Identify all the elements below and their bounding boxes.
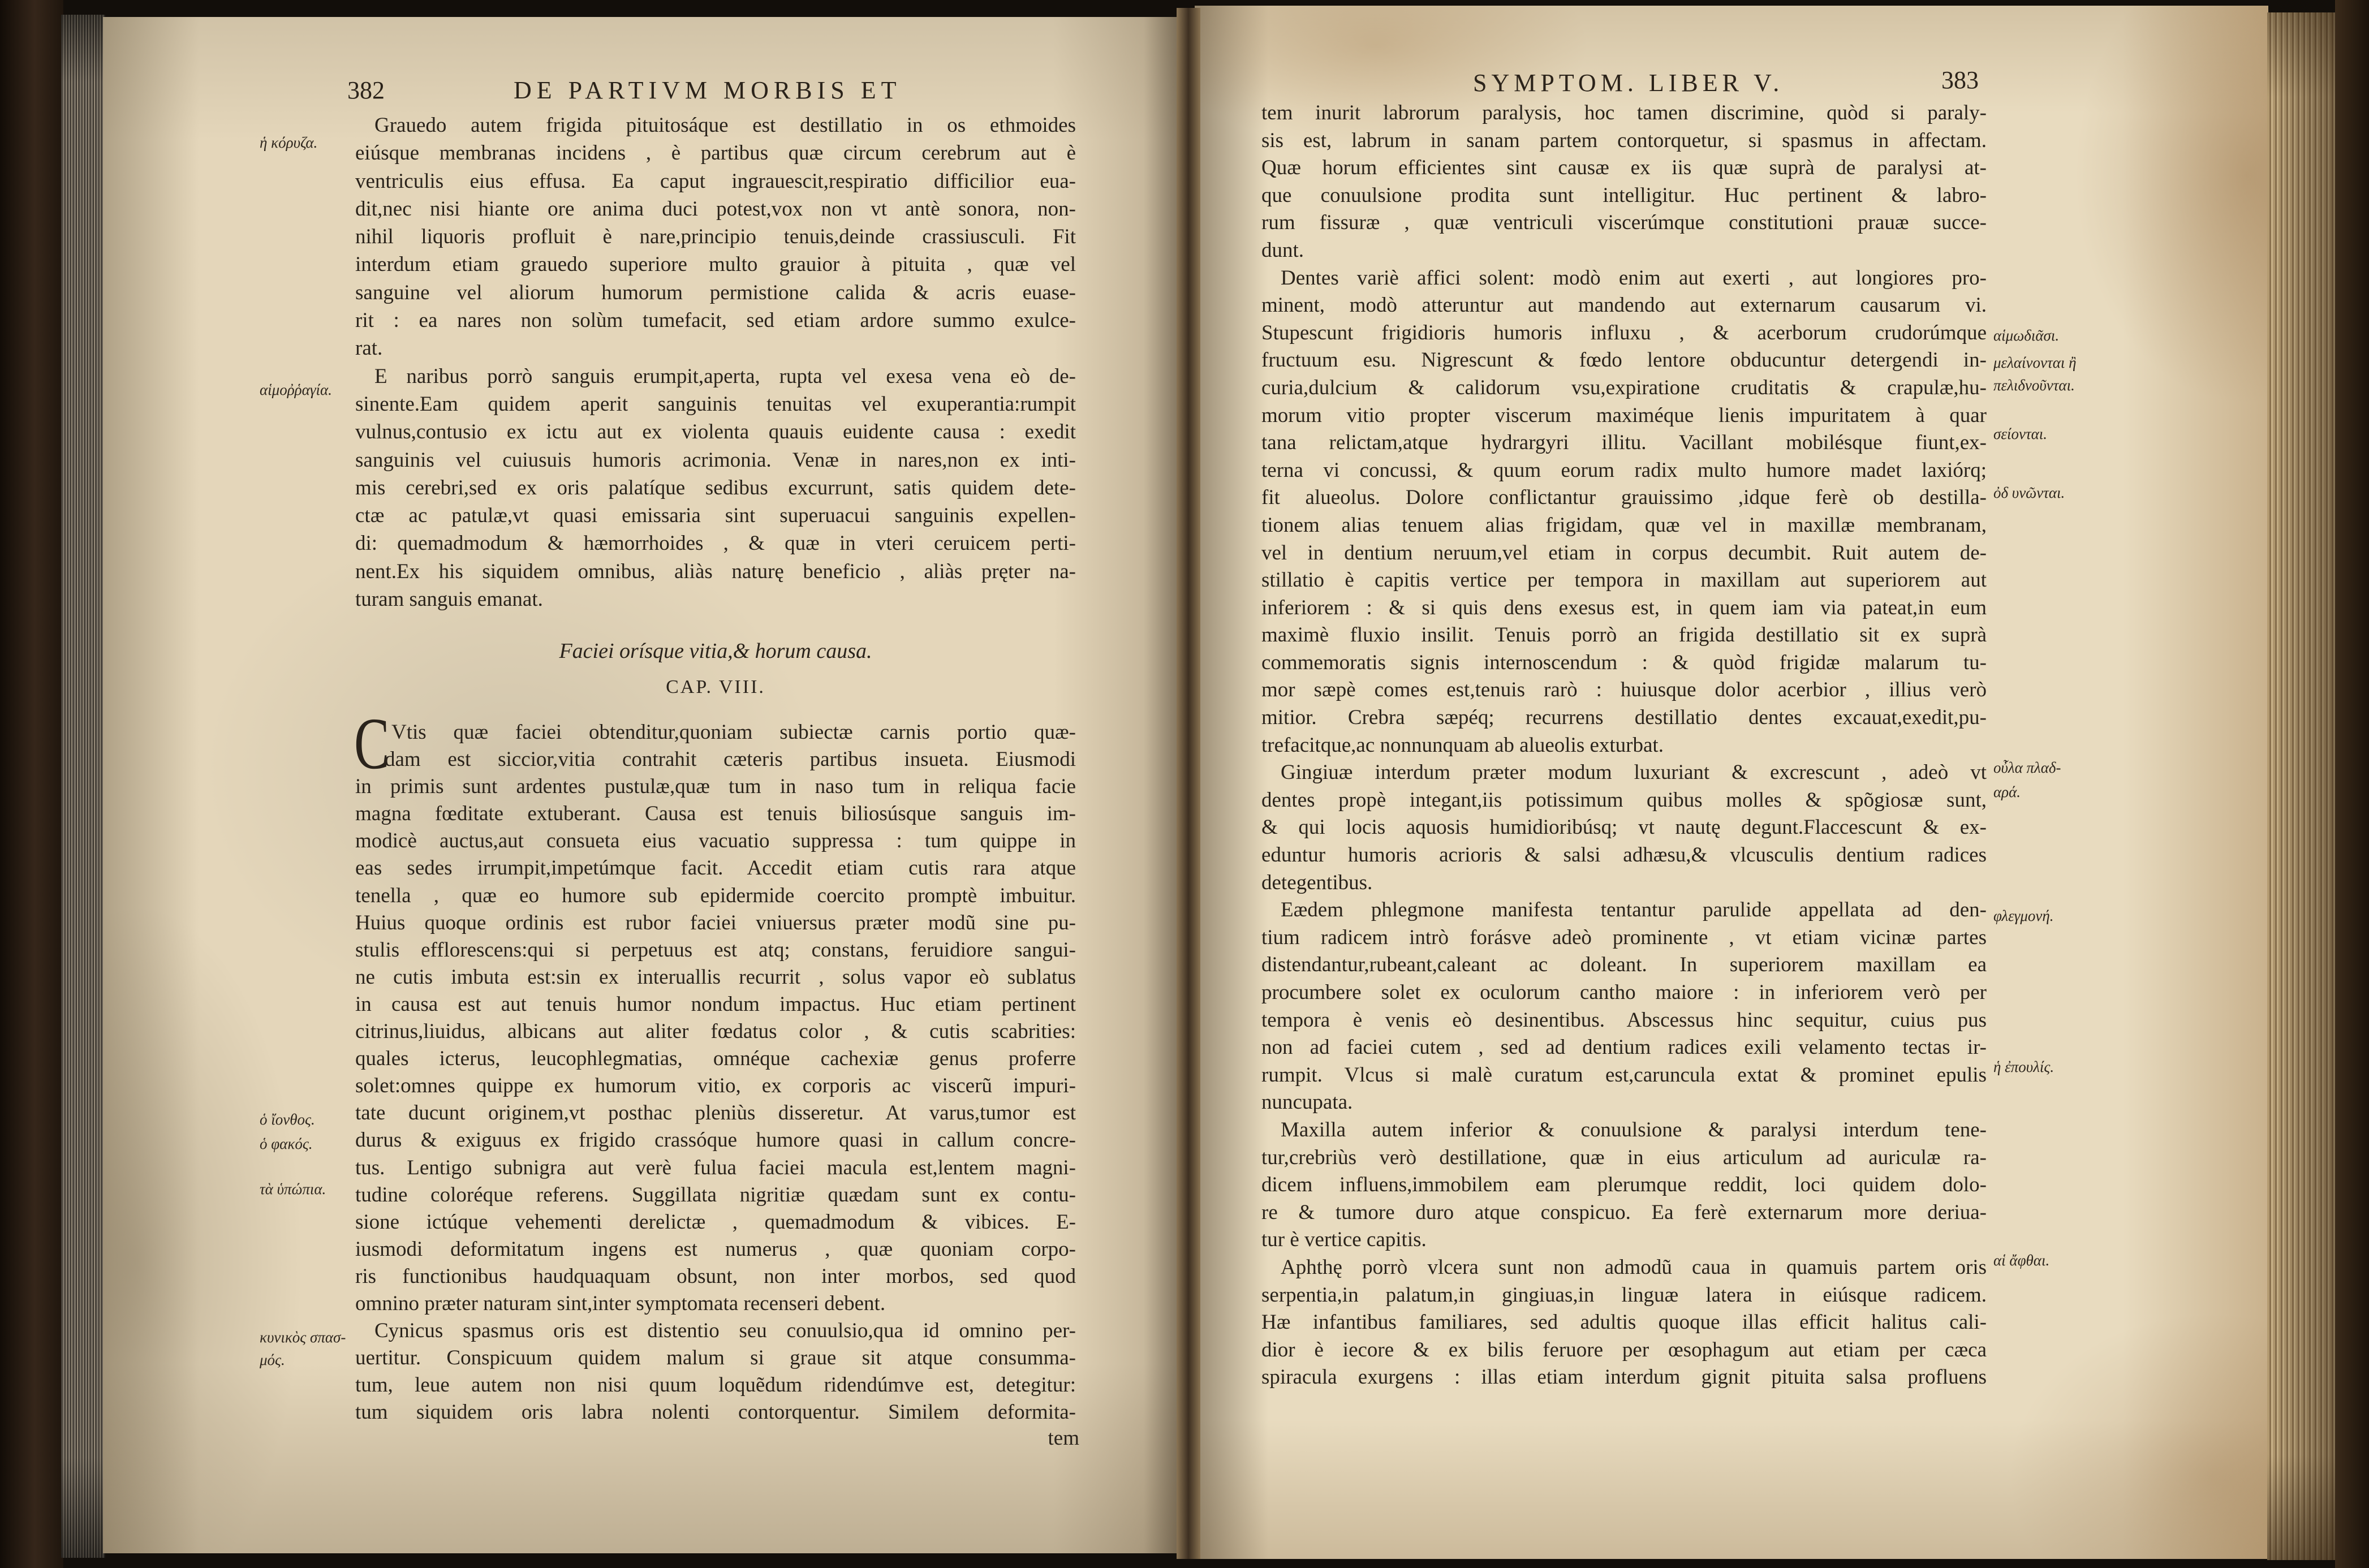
text-line: tum, leue autem non nisi quum loquẽdum ridendúmve est, detegitur: bbox=[355, 1373, 1076, 1397]
text-line: tempora è venis eò desinentibus. Abscessus hinc sequitur, cuius pus bbox=[1261, 1008, 1987, 1032]
margin-note: φλεγμονή. bbox=[1993, 907, 2054, 924]
text-line: dior è iecore & ex bilis feruore per œsophagum aut etiam per cæca bbox=[1261, 1338, 1987, 1362]
text-line: tem inurit labrorum paralysis, hoc tamen discrimine, quòd si paraly- bbox=[1261, 101, 1987, 124]
text-line: eas sedes irrumpit,impetúmque facit. Accedit etiam cutis rara atque bbox=[355, 856, 1076, 880]
text-line: sanguinis vel cuiusuis humoris acrimonia. Venæ in nares,non ex inti- bbox=[355, 448, 1076, 472]
text-line: rumpit. Vlcus si malè curatum est,caruncula extat & prominet epulis bbox=[1261, 1063, 1987, 1087]
book-cover-left bbox=[0, 0, 63, 1568]
text-line: distendantur,rubeant,caleant ac doleant. In superiorem maxillam ea bbox=[1261, 953, 1987, 977]
text-line: di: quemadmodum & hæmorrhoides , & quæ in vteri ceruicem perti- bbox=[355, 532, 1076, 555]
text-line: procumbere solet ex oculorum cantho maiore : in inferiorem verò per bbox=[1261, 981, 1987, 1004]
text-line: dam est siccior,vitia contrahit cæteris partibus insueta. Eiusmodi bbox=[385, 748, 1076, 772]
text-line: tate ducunt originem,vt posthac pleniùs disseretur. At varus,tumor est bbox=[355, 1101, 1076, 1125]
text-line: mitior. Crebra sæpéq; recurrens destillatio dentes excauat,exedit,pu- bbox=[1261, 706, 1987, 730]
text-line: ris functionibus haudquaquam obsunt, non inter morbos, sed quod bbox=[355, 1264, 1076, 1288]
text-line: modicè auctus,aut consueta eius vacuatio suppressa : tum quippe in bbox=[355, 829, 1076, 853]
text-line: tionem alias tenuem alias frigidam, quæ vel in maxillæ membranam, bbox=[1261, 513, 1987, 537]
text-line: in primis sunt ardentes pustulæ,quæ tum in naso tum in reliqua facie bbox=[355, 775, 1076, 799]
text-line: dunt. bbox=[1261, 238, 1304, 262]
text-line: ne cutis imbuta est:sin ex interuallis recurrit , solus vapor eò sublatus bbox=[355, 965, 1076, 989]
text-line: fructuum esu. Nigrescunt & fœdo lentore obducuntur detergendi in- bbox=[1261, 348, 1987, 372]
text-line: nuncupata. bbox=[1261, 1091, 1353, 1114]
text-line: dentes propè integant,iis potissimum quibus molles & spõgiosæ sunt, bbox=[1261, 788, 1987, 812]
text-line: tenella , quæ eo humore sub epidermide coercito promptè imbuitur. bbox=[355, 884, 1076, 907]
text-line: in causa est aut tenuis humor nondum impactus. Huc etiam pertinent bbox=[355, 992, 1076, 1016]
margin-note: αἱμοῤῥαγία. bbox=[260, 381, 332, 398]
text-line: tium radicem intrò forásve adeò prominente , vt etiam vicinæ partes bbox=[1261, 925, 1987, 949]
text-line: & qui locis aquosis humidioribúsq; vt nautę degunt.Flaccescunt & ex- bbox=[1261, 816, 1987, 839]
page-edges-right bbox=[2267, 12, 2336, 1560]
page-number-left: 382 bbox=[347, 76, 385, 104]
text-line: non ad faciei cutem , sed ad dentium radices exili velamento tectas ir- bbox=[1261, 1036, 1987, 1059]
text-line: Dentes variè affici solent: modò enim aut exerti , aut longiores pro- bbox=[1281, 266, 1987, 290]
text-line: turam sanguis emanat. bbox=[355, 588, 543, 611]
margin-note: πελιδνοῦνται. bbox=[1993, 377, 2075, 394]
text-line: interdum etiam grauedo superiore multo grauior à pituita , quæ vel bbox=[355, 253, 1076, 277]
text-line: maximè fluxio insilit. Tenuis porrò an frigida destillatio sit ex suprà bbox=[1261, 623, 1987, 647]
text-line: stillatio è capitis vertice per tempora in maxillam aut superiorem aut bbox=[1261, 568, 1987, 592]
text-line: dicem influens,immobilem eam plerumque reddit, loci quidem dolo- bbox=[1261, 1173, 1987, 1197]
text-line: solet:omnes quippe ex humorum vitio, ex corporis ac viscerũ impuri- bbox=[355, 1074, 1076, 1098]
text-line: tur,crebriùs verò destillatione, quæ in eius articulum ad auriculæ ra- bbox=[1261, 1145, 1987, 1169]
margin-note: μός. bbox=[260, 1351, 285, 1368]
margin-note: αἱ ἄφθαι. bbox=[1993, 1252, 2050, 1269]
margin-note: ὁ ἴονθος. bbox=[260, 1111, 315, 1128]
text-line: rit : ea nares non solùm tumefacit, sed etiam ardore summo exulce- bbox=[355, 309, 1076, 333]
text-line: mis cerebri,sed ex oris palatíque sedibus excurrunt, satis quidem dete- bbox=[355, 476, 1076, 499]
text-line: Quæ horum efficientes sint causæ ex iis quæ suprà de paralysi at- bbox=[1261, 156, 1987, 180]
text-line: quales icterus, leucophlegmatias, omnéque cachexiæ genus proferre bbox=[355, 1047, 1076, 1071]
text-line: Grauedo autem frigida pituitosáque est destillatio in os ethmoides bbox=[374, 114, 1076, 137]
margin-note: αρά. bbox=[1993, 783, 2021, 800]
text-line: spiracula exurgens : illas etiam interdum gignit pituita salsa profluens bbox=[1261, 1365, 1987, 1389]
text-line: detegentibus. bbox=[1261, 871, 1373, 894]
margin-note: τὰ ὑπώπια. bbox=[260, 1181, 326, 1197]
text-line: minent, modò atteruntur aut mandendo aut externarum causarum vi. bbox=[1261, 294, 1987, 317]
text-line: eiúsque membranas incidens , è partibus quæ circum cerebrum aut è bbox=[355, 141, 1076, 165]
page-edges-left bbox=[61, 15, 105, 1558]
text-line: vulnus,contusio ex ictu aut ex violenta quauis euidente causa : exedit bbox=[355, 420, 1076, 444]
text-line: tur è vertice capitis. bbox=[1261, 1228, 1427, 1252]
text-line: rum fissuræ , quæ ventriculi viscerúmque constitutioni prauæ succe- bbox=[1261, 211, 1987, 235]
chapter-number: CAP. VIII. bbox=[666, 677, 765, 697]
text-line: E naribus porrò sanguis erumpit,aperta, rupta vel exesa vena eò de- bbox=[374, 364, 1076, 388]
text-line: serpentia,in palatum,in gingiuas,in linguæ latera in eiúsque radicem. bbox=[1261, 1283, 1987, 1307]
text-line: dit,nec nisi hiante ore anima duci potest,vox non vt antè sonora, non- bbox=[355, 197, 1076, 221]
text-line: re & tumore duro atque conspicuo. Ea ferè externarum more deriua- bbox=[1261, 1200, 1987, 1224]
page-number-right: 383 bbox=[1941, 66, 1979, 94]
margin-note: σείονται. bbox=[1993, 425, 2048, 442]
margin-note: ἡ ἐπουλίς. bbox=[1993, 1058, 2054, 1075]
running-head-left: DE PARTIVM MORBIS ET bbox=[514, 76, 902, 104]
text-line: Hæ infantibus familiares, sed adultis quoque illas efficit halitus cali- bbox=[1261, 1311, 1987, 1334]
text-line: sanguine vel aliorum humorum permistione calida & acris euase- bbox=[355, 281, 1076, 304]
left-text-block-lower bbox=[355, 719, 1076, 1426]
right-text-block bbox=[1261, 100, 1987, 1392]
margin-note: οὖλα πλαδ- bbox=[1993, 759, 2061, 776]
text-line: tana relictam,atque hydrargyri illitu. Vacillant mobilésque fiunt,ex- bbox=[1261, 431, 1987, 455]
catchword: tem bbox=[1048, 1427, 1079, 1450]
running-head-right: SYMPTOM. LIBER V. bbox=[1473, 69, 1784, 97]
chapter-title: Faciei orísque vitia,& horum causa. bbox=[559, 639, 872, 663]
text-line: Gingiuæ interdum præter modum luxuriant & excrescunt , adeò vt bbox=[1281, 761, 1987, 785]
text-line: nent.Ex his siquidem omnibus, aliàs naturę beneficio , aliàs pręter na- bbox=[355, 559, 1076, 583]
text-line: Eædem phlegmone manifesta tentantur parulide appellata ad den- bbox=[1281, 898, 1987, 922]
text-line: sinente.Eam quidem aperit sanguinis tenuitas vel exuperantia:rumpit bbox=[355, 392, 1076, 416]
text-line: Vtis quæ faciei obtenditur,quoniam subiectæ carnis portio quæ- bbox=[391, 721, 1076, 744]
text-line: tum siquidem oris labra nolenti contorquentur. Similem deformita- bbox=[355, 1401, 1076, 1424]
text-line: uertitur. Conspicuum quidem malum si graue sit atque consumma- bbox=[355, 1346, 1076, 1370]
margin-note: ἡ κόρυζα. bbox=[260, 134, 318, 151]
text-line: Maxilla autem inferior & conuulsione & paralysi interdum tene- bbox=[1281, 1118, 1987, 1141]
text-line: sione ictúque vehementi derelictæ , quemadmodum & vibices. E- bbox=[355, 1210, 1076, 1234]
text-line: terna vi concussi, & quum eorum radix multo humore madet laxiórq; bbox=[1261, 458, 1987, 482]
text-line: magna fœditate extuberant. Causa est tenuis biliosúsque sanguis im- bbox=[355, 802, 1076, 826]
text-line: commemoratis signis internoscendum : & quòd frigidæ malarum tu- bbox=[1261, 651, 1987, 674]
text-line: curia,dulcium & calidorum vsu,expiratione cruditatis & crapulæ,hu- bbox=[1261, 376, 1987, 399]
text-line: vel in dentium neruum,vel etiam in corpus decumbit. Ruit autem de- bbox=[1261, 541, 1987, 565]
text-line: Aphthę porrò vlcera sunt non admodũ caua in quamuis partem oris bbox=[1281, 1255, 1987, 1279]
text-line: omnino præter naturam sint,inter symptomata recenseri debent. bbox=[355, 1291, 886, 1315]
margin-note: αἱμωδιᾶσι. bbox=[1993, 327, 2060, 344]
margin-note: μελαίνονται ἢ bbox=[1993, 354, 2077, 371]
text-line: fit alueolus. Dolore conflictantur grauissimo ,idque ferè ob destilla- bbox=[1261, 486, 1987, 510]
margin-note: ὁ φακός. bbox=[260, 1135, 313, 1152]
spine-gutter bbox=[1177, 8, 1200, 1559]
text-line: iusmodi deformitatum ingens est numerus , quæ quoniam corpo- bbox=[355, 1237, 1076, 1261]
text-line: tudine coloréque referens. Suggillata nigritiæ quædam sunt ex contu- bbox=[355, 1183, 1076, 1207]
text-line: durus & exiguus ex frigido crassóque humore quasi in callum concre- bbox=[355, 1128, 1076, 1152]
text-line: morum vitio propter viscerum maximéque lienis impuritatem à quar bbox=[1261, 403, 1987, 427]
text-line: nihil liquoris profluit è nare,principio tenuis,deinde crassiusculi. Fit bbox=[355, 225, 1076, 249]
drop-cap-initial: C bbox=[354, 703, 390, 785]
text-line: inferiorem : & si quis dens exesus est, in quem iam via pateat,in eum bbox=[1261, 596, 1987, 619]
left-text-block-upper bbox=[355, 111, 1076, 613]
text-line: que conuulsione prodita sunt intelligitur. Huc pertinent & labro- bbox=[1261, 183, 1987, 207]
margin-note: ὀδ υνῶνται. bbox=[1993, 484, 2065, 501]
text-line: eduntur humoris acrioris & salsi adhæsu,& vlcusculis dentium radices bbox=[1261, 843, 1987, 867]
book-cover-right bbox=[2335, 0, 2369, 1568]
text-line: ventriculis eius effusa. Ea caput ingrauescit,respiratio difficilior eua- bbox=[355, 169, 1076, 193]
text-line: tus. Lentigo subnigra aut verè fulua faciei macula est,lentem magni- bbox=[355, 1156, 1076, 1179]
text-line: trefacitque,ac nonnunquam ab alueolis exturbat. bbox=[1261, 733, 1664, 757]
text-line: Stupescunt frigidioris humoris influxu , & acerborum crudorúmque bbox=[1261, 321, 1987, 344]
text-line: rat. bbox=[355, 337, 383, 360]
text-line: ctæ ac patulæ,vt quasi emissaria sint superuacui sanguinis expellen- bbox=[355, 504, 1076, 528]
text-line: Cynicus spasmus oris est distentio seu conuulsio,qua id omnino per- bbox=[374, 1319, 1076, 1343]
text-line: citrinus,liuidus, albicans aut aliter fœdatus color , & cutis scabrities: bbox=[355, 1020, 1076, 1044]
text-line: mor sæpè comes est,tenuis rarò : huiusque dolor acerbior , illius verò bbox=[1261, 678, 1987, 702]
text-line: Huius quoque ordinis est rubor faciei vniuersus præter modũ sine pu- bbox=[355, 911, 1076, 934]
text-line: stulis efflorescens:qui si perpetuus est atq; constans, feruidiore sangui- bbox=[355, 938, 1076, 962]
text-line: sis est, labrum in sanam partem contorquetur, si spasmus in affectam. bbox=[1261, 128, 1987, 152]
margin-note: κυνικὸς σπασ- bbox=[260, 1329, 346, 1346]
